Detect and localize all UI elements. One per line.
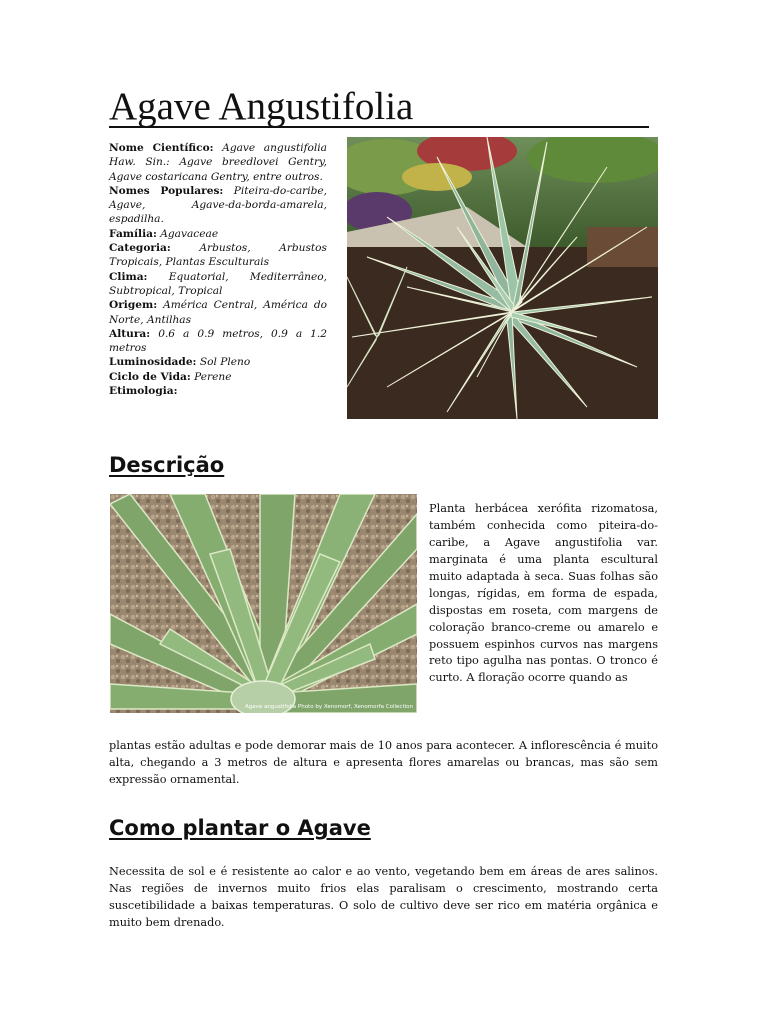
info-label: Categoria:: [109, 242, 171, 255]
page-title: Agave Angustifolia: [109, 84, 649, 128]
info-value: Arbustos, Arbustos Tropicais, Plantas Esculturais: [109, 242, 327, 269]
info-value: Agavaceae: [160, 227, 219, 240]
agave-garden-photo: [347, 137, 658, 419]
photo-caption: Agave angustifolia Photo by Xenomorf, Xenomorfa Collection: [245, 703, 413, 710]
info-value: América Central, América do Norte, Antilhas: [109, 299, 327, 326]
info-value: 0.6 a 0.9 metros, 0.9 a 1.2 metros: [109, 327, 327, 355]
info-climate: [109, 270, 327, 299]
info-label: Altura:: [109, 327, 151, 340]
agave-garden-illustration: [347, 137, 658, 419]
description-paragraph-continued: plantas estão adultas e pode demorar mais de 10 anos para acontecer. A inflorescência é muito alta, chegando a 3 metros de altura e apresenta flores amarelas ou brancas, mas são sem expressão ornamental.: [109, 739, 658, 787]
info-origin: [109, 298, 327, 327]
info-scientific-name: [109, 141, 327, 184]
info-value: Perene: [194, 370, 232, 383]
info-value: Piteira-do-caribe, Agave, Agave-da-borda-amarela, espadilha.: [109, 184, 328, 226]
info-label: Etimologia:: [109, 385, 178, 398]
info-label: Nome Científico:: [109, 142, 214, 154]
info-label: Ciclo de Vida:: [109, 370, 191, 383]
info-label: Família:: [109, 227, 157, 240]
info-value: Sol Pleno: [199, 356, 251, 369]
info-label: Nomes Populares:: [109, 184, 224, 197]
info-label: Origem:: [109, 299, 158, 312]
info-height: [109, 327, 327, 356]
section-heading-how-to-plant: Como plantar o Agave: [109, 816, 371, 840]
info-popular-names: [109, 184, 327, 227]
info-light: [109, 355, 327, 369]
info-label: Luminosidade:: [109, 356, 197, 369]
info-etymology: [109, 384, 327, 398]
agave-closeup-photo: [110, 494, 417, 713]
how-to-plant-paragraph: Necessita de sol e é resistente ao calor e ao vento, vegetando bem em áreas de ares salinos. Nas regiões de invernos muito frios elas paralisam o crescimento, mostrando certa suscetibilidade a baixas temperaturas. O solo de cultivo deve ser rico em matéria orgânica e muito bem drenado.: [109, 865, 658, 930]
plant-info-list: [109, 141, 327, 398]
section-heading-description: Descrição: [109, 453, 225, 477]
info-value: Agave angustifolia Haw. Sin.: Agave breedlovei Gentry, Agave costaricana Gentry, entre outros.: [109, 142, 327, 183]
info-category: [109, 241, 327, 270]
agave-closeup-illustration: [110, 494, 417, 713]
info-life-cycle: [109, 370, 327, 384]
description-paragraph-side: Planta herbácea xerófita rizomatosa, também conhecida como piteira-do-caribe, a Agave angustifolia var. marginata é uma planta escultural muito adaptada à seca. Suas folhas são longas, rígidas, em forma de espada, dispostas em roseta, com margens de coloração branco-creme ou amarelo e possuem espinhos curvos nas margens reto tipo agulha nas pontas. O tronco é curto. A floração ocorre quando as: [429, 502, 658, 685]
info-label: Clima:: [109, 270, 148, 283]
info-value: Equatorial, Mediterrâneo, Subtropical, Tropical: [109, 270, 327, 297]
info-family: [109, 227, 327, 241]
